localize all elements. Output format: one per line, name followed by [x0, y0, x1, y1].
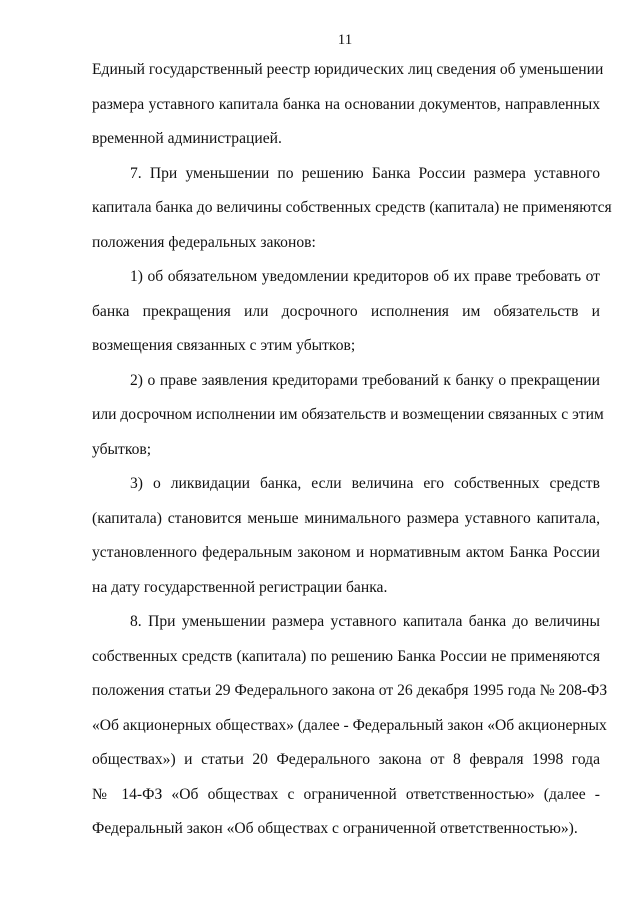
- text-line: или досрочном исполнении им обязательств и возмещении связанных с этим: [92, 406, 604, 423]
- text-line: обществах») и статьи 20 Федерального закона от 8 февраля 1998 года: [92, 751, 600, 768]
- text-line: № 14-ФЗ «Об обществах с ограниченной ответственностью» (далее -: [92, 785, 600, 803]
- text-line: размера уставного капитала банка на основании документов, направленных: [92, 95, 600, 113]
- text-line: (капитала) становится меньше минимального размера уставного капитала,: [92, 509, 600, 527]
- paragraph: [92, 364, 604, 468]
- text-line: собственных средств (капитала) по решению Банка России не применяются: [92, 647, 600, 665]
- text-line: положения статьи 29 Федерального закона от 26 декабря 1995 года № 208-ФЗ: [92, 682, 608, 699]
- text-line: возмещения связанных с этим убытков;: [92, 337, 356, 354]
- paragraph: [92, 467, 600, 605]
- paragraph: [92, 53, 604, 157]
- page-number: 11: [337, 32, 353, 48]
- paragraph: [92, 260, 600, 364]
- text-line: убытков;: [92, 440, 152, 458]
- text-line: 3) о ликвидации банка, если величина его собственных средств: [130, 475, 600, 492]
- text-line: Единый государственный реестр юридических лиц сведения об уменьшении: [92, 61, 604, 78]
- text-line: временной администрацией.: [92, 130, 282, 147]
- text-line: банка прекращения или досрочного исполнения им обязательств и: [92, 302, 600, 320]
- text-line: капитала банка до величины собственных средств (капитала) не применяются: [92, 199, 612, 216]
- text-line: на дату государственной регистрации банка.: [92, 578, 388, 596]
- text-line: 7. При уменьшении по решению Банка России размера уставного: [130, 164, 600, 182]
- text-line: 1) об обязательном уведомлении кредиторов об их праве требовать от: [130, 268, 600, 285]
- text-line: 8. При уменьшении размера уставного капитала банка до величины: [130, 613, 600, 630]
- text-line: положения федеральных законов:: [92, 233, 316, 251]
- text-line: Федеральный закон «Об обществах с ограниченной ответственностью»).: [92, 820, 578, 837]
- text-line: установленного федеральным законом и нормативным актом Банка России: [92, 544, 600, 561]
- document-body: [92, 53, 612, 847]
- text-line: 2) о праве заявления кредиторами требований к банку о прекращении: [130, 371, 600, 389]
- text-line: «Об акционерных обществах» (далее - Федеральный закон «Об акционерных: [92, 716, 607, 734]
- paragraph: [92, 157, 612, 261]
- paragraph: [92, 605, 608, 847]
